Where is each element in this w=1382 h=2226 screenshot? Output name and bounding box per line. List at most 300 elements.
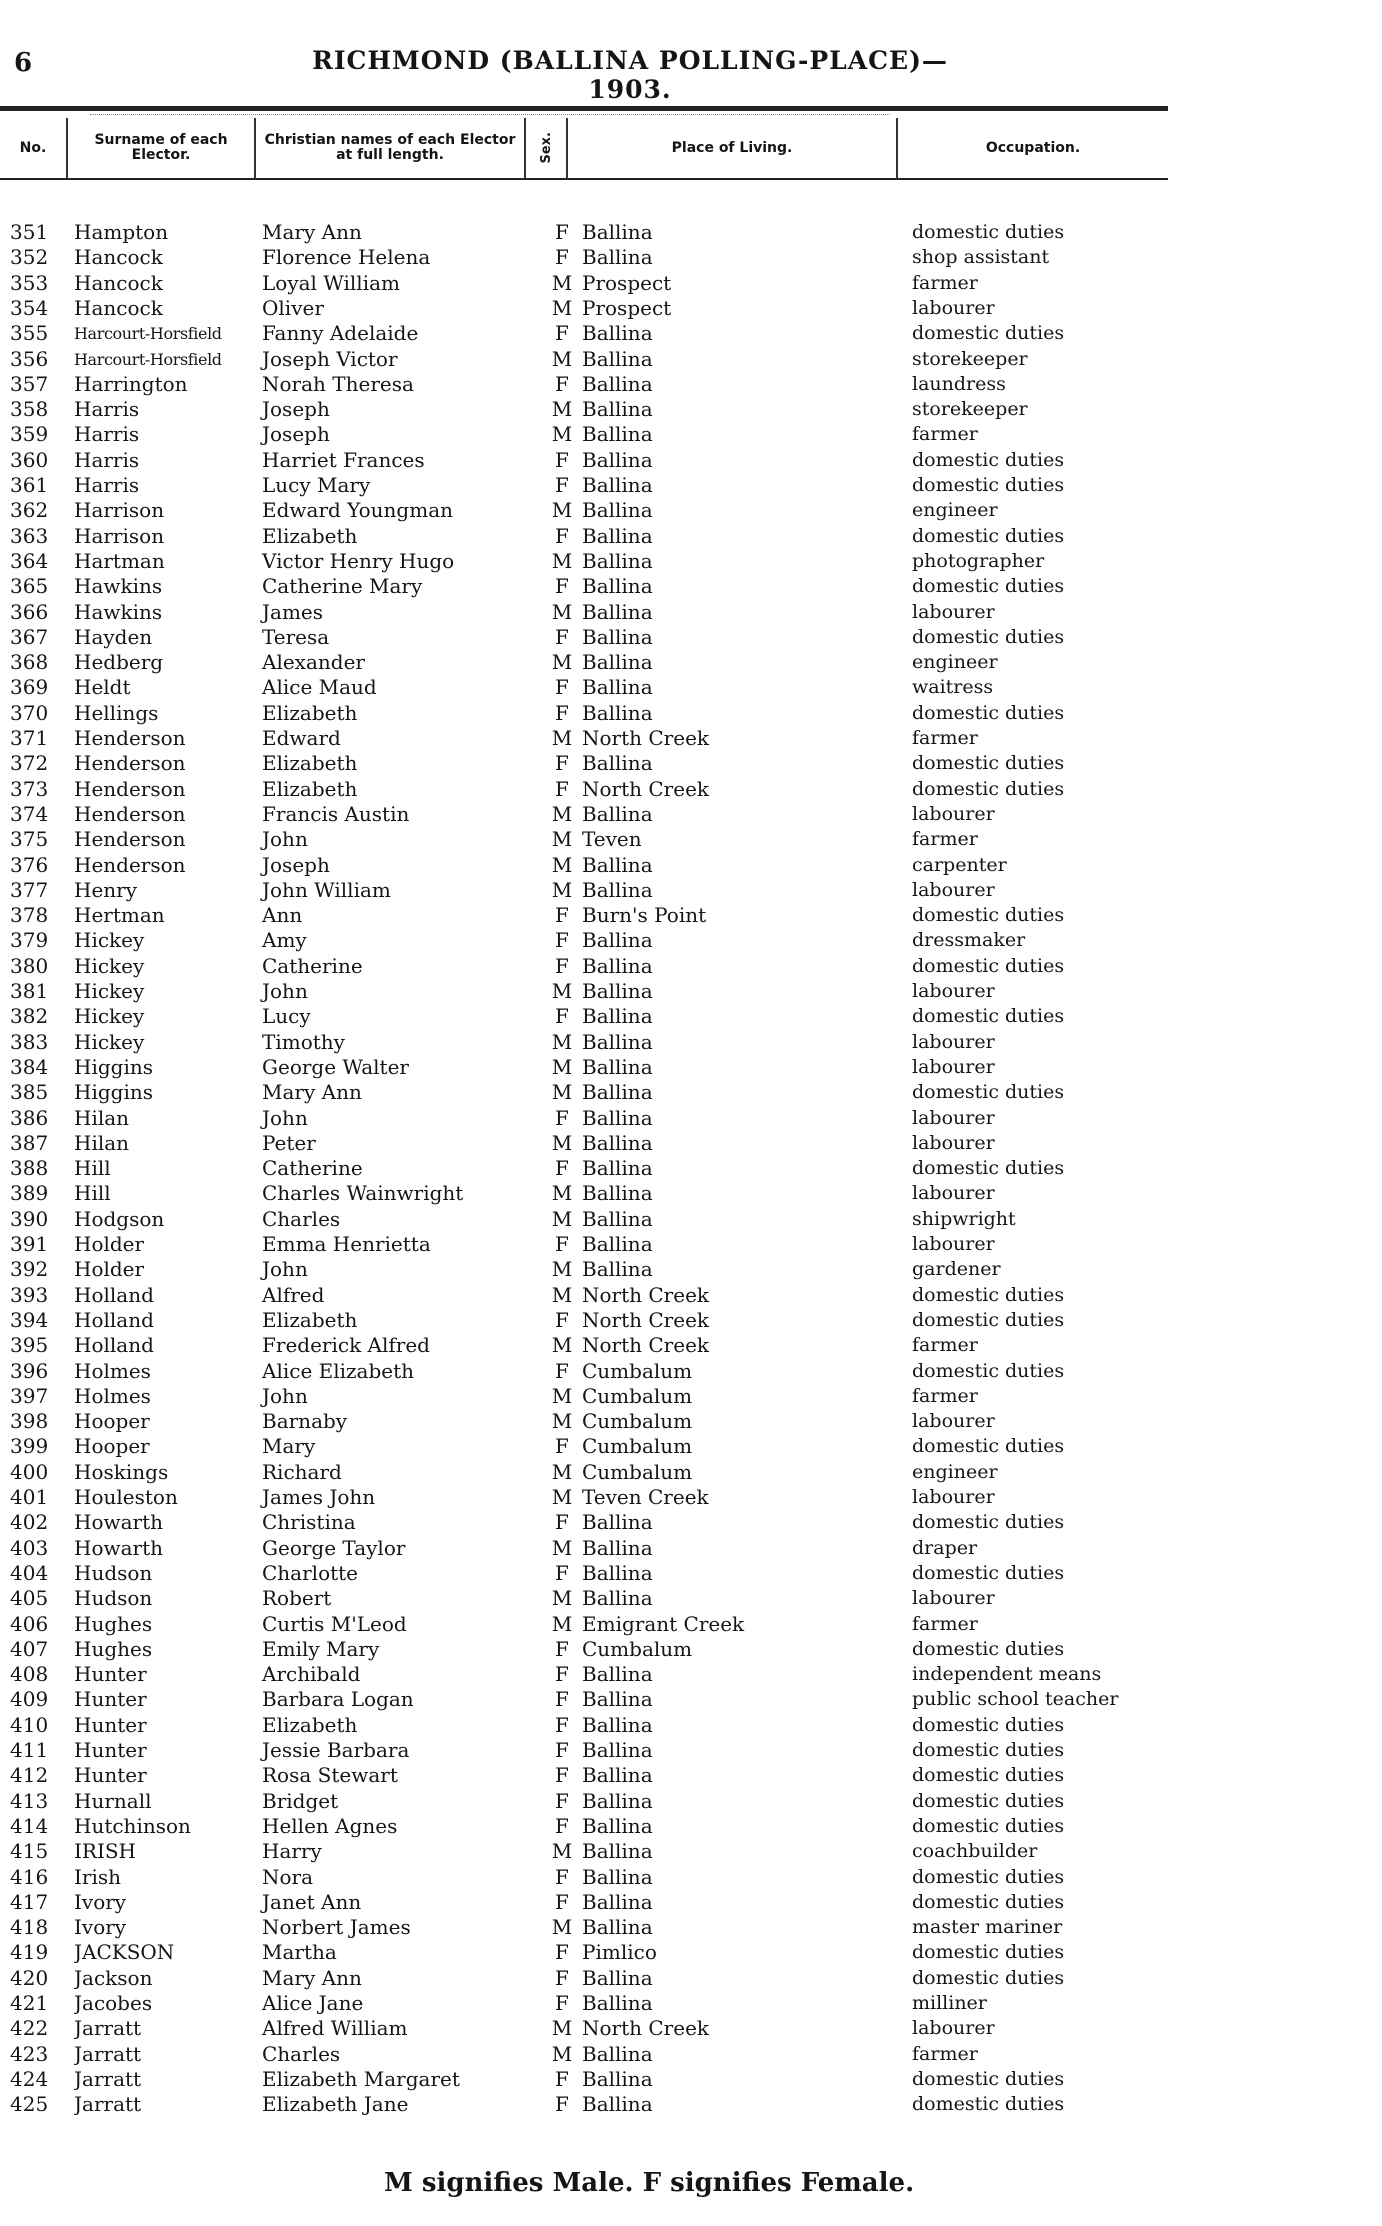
elector-sex: M — [551, 1485, 573, 1509]
elector-occupation: farmer — [912, 1612, 978, 1635]
elector-sex: F — [555, 1738, 569, 1762]
elector-christian-names: Joseph — [262, 422, 330, 447]
elector-place-of-living: Ballina — [582, 346, 653, 371]
elector-place-of-living: Ballina — [582, 1864, 653, 1889]
elector-occupation: domestic duties — [912, 474, 1065, 496]
elector-place-of-living: Pimlico — [582, 1940, 657, 1965]
elector-surname: Harris — [74, 447, 140, 472]
elector-number: 406 — [10, 1611, 49, 1636]
elector-number: 366 — [10, 599, 49, 624]
elector-christian-names: Elizabeth — [262, 751, 358, 776]
table-row — [0, 1814, 1382, 1839]
elector-number: 414 — [10, 1813, 49, 1838]
elector-surname: Heldt — [74, 675, 131, 700]
table-row — [0, 1333, 1382, 1358]
elector-christian-names: Alfred — [262, 1282, 325, 1307]
elector-number: 402 — [10, 1510, 49, 1535]
elector-surname: Hill — [74, 1156, 111, 1181]
elector-place-of-living: Ballina — [582, 1232, 653, 1256]
elector-surname: Hutchinson — [74, 1813, 191, 1838]
table-row — [0, 2092, 1382, 2117]
elector-number: 365 — [10, 574, 49, 599]
elector-sex: M — [551, 1130, 573, 1155]
elector-occupation: engineer — [912, 1460, 998, 1483]
elector-place-of-living: Ballina — [582, 1687, 653, 1712]
elector-sex: M — [551, 1611, 573, 1636]
table-row — [0, 1207, 1382, 1232]
elector-occupation: domestic duties — [912, 1814, 1065, 1837]
column-header-sex — [524, 118, 566, 178]
elector-place-of-living: Teven Creek — [582, 1485, 709, 1509]
elector-number: 397 — [10, 1383, 49, 1408]
elector-sex: M — [551, 1029, 573, 1054]
elector-occupation: domestic duties — [912, 2067, 1065, 2090]
elector-surname: Hedberg — [74, 650, 164, 675]
elector-christian-names: John — [262, 1383, 308, 1408]
elector-sex: F — [555, 1434, 569, 1459]
header-dotted-rule — [90, 114, 890, 115]
elector-surname: Harcourt-Horsfield — [74, 349, 222, 369]
elector-number: 384 — [10, 1054, 49, 1079]
elector-number: 386 — [10, 1105, 49, 1130]
elector-sex: M — [551, 1257, 573, 1282]
elector-christian-names: Harry — [262, 1839, 322, 1864]
elector-surname: Hunter — [74, 1687, 147, 1712]
elector-surname: Hudson — [74, 1586, 153, 1611]
elector-number: 360 — [10, 447, 49, 472]
elector-sex: M — [551, 548, 573, 573]
elector-occupation: domestic duties — [912, 1435, 1065, 1458]
elector-sex: M — [551, 1054, 573, 1079]
elector-place-of-living: Ballina — [582, 1029, 653, 1054]
elector-christian-names: Charles — [262, 1206, 341, 1231]
elector-number: 358 — [10, 397, 49, 422]
elector-surname: Harcourt-Horsfield — [74, 324, 222, 344]
elector-number: 389 — [10, 1181, 49, 1206]
elector-christian-names: James John — [262, 1485, 376, 1509]
elector-number: 422 — [10, 2016, 49, 2041]
elector-surname: Hickey — [74, 953, 145, 978]
elector-occupation: carpenter — [912, 853, 1007, 876]
table-row — [0, 1434, 1382, 1459]
column-header-surname: Surname of each Elector. — [66, 118, 254, 178]
elector-number: 423 — [10, 2041, 49, 2066]
table-row — [0, 1004, 1382, 1029]
elector-sex: M — [551, 397, 573, 422]
elector-christian-names: Hellen Agnes — [262, 1813, 398, 1838]
elector-occupation: domestic duties — [912, 1359, 1065, 1382]
elector-number: 374 — [10, 801, 49, 826]
elector-occupation: domestic duties — [912, 701, 1065, 724]
table-row — [0, 1839, 1382, 1864]
elector-christian-names: Florence Helena — [262, 245, 431, 270]
elector-occupation: domestic duties — [912, 1789, 1065, 1812]
elector-occupation: farmer — [912, 271, 978, 294]
elector-surname: Hunter — [74, 1763, 147, 1788]
elector-christian-names: Barbara Logan — [262, 1687, 414, 1712]
elector-surname: Hilan — [74, 1105, 130, 1130]
elector-christian-names: Frederick Alfred — [262, 1333, 430, 1358]
elector-occupation: domestic duties — [912, 1637, 1065, 1660]
table-row — [0, 1232, 1382, 1257]
elector-surname: Holder — [74, 1257, 145, 1282]
elector-christian-names: Archibald — [262, 1662, 361, 1687]
elector-sex: M — [551, 498, 573, 523]
elector-number: 354 — [10, 295, 49, 320]
elector-occupation: domestic duties — [912, 322, 1065, 345]
elector-occupation: engineer — [912, 499, 998, 522]
elector-place-of-living: Cumbalum — [582, 1459, 693, 1484]
header-bottom-rule — [0, 178, 1168, 180]
elector-place-of-living: North Creek — [582, 2016, 710, 2041]
elector-occupation: labourer — [912, 802, 995, 825]
table-row — [0, 751, 1382, 776]
elector-place-of-living: Ballina — [582, 1105, 653, 1130]
elector-number: 377 — [10, 877, 49, 902]
elector-sex: M — [551, 650, 573, 675]
elector-number: 388 — [10, 1156, 49, 1181]
elector-occupation: storekeeper — [912, 398, 1028, 421]
elector-occupation: domestic duties — [912, 1764, 1065, 1787]
elector-number: 417 — [10, 1889, 49, 1914]
elector-sex: F — [555, 2066, 569, 2091]
elector-surname: Henry — [74, 877, 138, 902]
elector-place-of-living: North Creek — [582, 726, 710, 750]
elector-number: 404 — [10, 1560, 49, 1585]
elector-christian-names: Nora — [262, 1864, 314, 1889]
elector-place-of-living: Ballina — [582, 1839, 653, 1864]
elector-surname: Henderson — [74, 751, 186, 776]
elector-place-of-living: North Creek — [582, 1307, 710, 1332]
elector-christian-names: Emily Mary — [262, 1636, 380, 1661]
table-row — [0, 1359, 1382, 1384]
elector-surname: Hawkins — [74, 599, 163, 624]
table-row — [0, 1586, 1382, 1611]
elector-number: 371 — [10, 726, 49, 750]
elector-place-of-living: Ballina — [582, 1510, 653, 1535]
elector-place-of-living: Ballina — [582, 473, 653, 497]
elector-christian-names: Ann — [262, 903, 303, 928]
elector-surname: Hawkins — [74, 574, 163, 599]
elector-surname: Jacobes — [74, 1991, 153, 2015]
elector-surname: Howarth — [74, 1535, 164, 1560]
table-row — [0, 701, 1382, 726]
elector-occupation: shop assistant — [912, 246, 1050, 269]
elector-surname: Jarratt — [74, 2016, 142, 2041]
elector-christian-names: Mary Ann — [262, 1080, 362, 1105]
elector-christian-names: Jessie Barbara — [262, 1738, 410, 1762]
table-row — [0, 1687, 1382, 1712]
table-row — [0, 726, 1382, 751]
table-row — [0, 2016, 1382, 2041]
elector-number: 396 — [10, 1358, 49, 1383]
elector-sex: M — [551, 1383, 573, 1408]
table-row — [0, 979, 1382, 1004]
elector-occupation: labourer — [912, 1055, 995, 1078]
elector-place-of-living: Ballina — [582, 1738, 653, 1762]
elector-occupation: labourer — [912, 878, 995, 901]
elector-number: 355 — [10, 321, 49, 346]
elector-number: 381 — [10, 979, 49, 1003]
elector-christian-names: Richard — [262, 1459, 342, 1484]
table-row — [0, 1915, 1382, 1940]
elector-christian-names: Christina — [262, 1510, 356, 1535]
elector-christian-names: Barnaby — [262, 1409, 348, 1434]
elector-number: 378 — [10, 903, 49, 928]
elector-christian-names: Alfred William — [262, 2016, 408, 2041]
elector-occupation: labourer — [912, 2017, 995, 2040]
elector-sex: F — [555, 903, 569, 928]
elector-place-of-living: Ballina — [582, 928, 653, 953]
elector-sex: F — [555, 675, 569, 700]
elector-sex: F — [555, 1813, 569, 1838]
elector-place-of-living: Emigrant Creek — [582, 1611, 745, 1636]
elector-christian-names: Elizabeth — [262, 523, 358, 548]
elector-occupation: master mariner — [912, 1916, 1063, 1939]
elector-place-of-living: Ballina — [582, 1712, 653, 1737]
elector-christian-names: Norah Theresa — [262, 371, 414, 396]
elector-occupation: domestic duties — [912, 1739, 1065, 1761]
elector-number: 390 — [10, 1206, 49, 1231]
table-row — [0, 1510, 1382, 1535]
elector-christian-names: Elizabeth — [262, 700, 358, 725]
elector-place-of-living: Ballina — [582, 574, 653, 599]
table-row — [0, 1156, 1382, 1181]
elector-number: 357 — [10, 371, 49, 396]
elector-christian-names: Norbert James — [262, 1915, 411, 1940]
elector-sex: F — [555, 1636, 569, 1661]
elector-sex: F — [555, 1889, 569, 1914]
elector-occupation: laundress — [912, 372, 1006, 395]
elector-sex: F — [555, 751, 569, 776]
elector-sex: F — [555, 574, 569, 599]
elector-surname: Harrison — [74, 523, 165, 548]
table-row — [0, 1966, 1382, 1991]
elector-place-of-living: Ballina — [582, 979, 653, 1003]
elector-occupation: gardener — [912, 1258, 1001, 1281]
elector-place-of-living: Ballina — [582, 1080, 653, 1105]
elector-occupation: labourer — [912, 296, 995, 319]
elector-surname: Jarratt — [74, 2066, 142, 2091]
elector-sex: F — [555, 321, 569, 346]
table-row — [0, 1485, 1382, 1510]
elector-surname: Hilan — [74, 1130, 130, 1155]
elector-christian-names: Timothy — [262, 1029, 345, 1054]
elector-christian-names: Victor Henry Hugo — [262, 548, 455, 573]
elector-surname: Houleston — [74, 1485, 178, 1509]
elector-place-of-living: Ballina — [582, 852, 653, 877]
elector-place-of-living: Ballina — [582, 1257, 653, 1282]
table-row — [0, 498, 1382, 523]
elector-number: 425 — [10, 2092, 49, 2117]
elector-place-of-living: Ballina — [582, 1915, 653, 1940]
table-row — [0, 878, 1382, 903]
elector-christian-names: Alice Jane — [262, 1991, 364, 2015]
elector-surname: Hunter — [74, 1738, 147, 1762]
elector-place-of-living: Ballina — [582, 220, 653, 244]
elector-sex: F — [555, 1510, 569, 1535]
table-row — [0, 777, 1382, 802]
elector-sex: F — [555, 928, 569, 953]
table-row — [0, 1940, 1382, 1965]
elector-christian-names: John — [262, 1105, 308, 1130]
elector-place-of-living: Ballina — [582, 1535, 653, 1560]
elector-christian-names: Joseph — [262, 852, 330, 877]
table-row — [0, 549, 1382, 574]
elector-surname: Jarratt — [74, 2041, 142, 2066]
elector-christian-names: Elizabeth — [262, 1307, 358, 1332]
table-row — [0, 1865, 1382, 1890]
elector-place-of-living: Ballina — [582, 523, 653, 548]
elector-surname: Harrington — [74, 371, 188, 396]
elector-number: 393 — [10, 1282, 49, 1307]
table-row — [0, 650, 1382, 675]
elector-place-of-living: Ballina — [582, 1965, 653, 1990]
elector-occupation: domestic duties — [912, 752, 1065, 775]
elector-sex: M — [551, 852, 573, 877]
elector-christian-names: John — [262, 1257, 308, 1282]
table-row — [0, 245, 1382, 270]
elector-christian-names: Elizabeth Jane — [262, 2092, 409, 2117]
table-row — [0, 1662, 1382, 1687]
elector-surname: Ivory — [74, 1915, 127, 1940]
elector-christian-names: Edward — [262, 726, 341, 750]
elector-number: 399 — [10, 1434, 49, 1459]
table-row — [0, 802, 1382, 827]
elector-number: 403 — [10, 1535, 49, 1560]
table-row — [0, 1080, 1382, 1105]
elector-number: 413 — [10, 1788, 49, 1813]
elector-number: 364 — [10, 548, 49, 573]
elector-christian-names: Fanny Adelaide — [262, 321, 419, 346]
elector-place-of-living: North Creek — [582, 776, 710, 801]
table-row — [0, 296, 1382, 321]
elector-number: 383 — [10, 1029, 49, 1054]
elector-occupation: domestic duties — [912, 1283, 1065, 1306]
elector-sex: M — [551, 1282, 573, 1307]
elector-surname: Hughes — [74, 1636, 153, 1661]
elector-sex: F — [555, 447, 569, 472]
table-row — [0, 1384, 1382, 1409]
elector-sex: F — [555, 1307, 569, 1332]
elector-number: 368 — [10, 650, 49, 675]
table-row — [0, 1283, 1382, 1308]
elector-christian-names: George Taylor — [262, 1535, 406, 1560]
elector-surname: Holland — [74, 1333, 154, 1358]
elector-place-of-living: Prospect — [582, 295, 672, 320]
table-row — [0, 220, 1382, 245]
elector-place-of-living: Ballina — [582, 1004, 653, 1029]
elector-place-of-living: North Creek — [582, 1282, 710, 1307]
elector-place-of-living: Cumbalum — [582, 1434, 693, 1459]
elector-occupation: milliner — [912, 1992, 987, 2014]
elector-christian-names: Catherine Mary — [262, 574, 423, 599]
elector-christian-names: Charles — [262, 2041, 341, 2066]
elector-occupation: domestic duties — [912, 625, 1065, 648]
table-row — [0, 422, 1382, 447]
elector-occupation: domestic duties — [912, 448, 1065, 471]
elector-occupation: independent means — [912, 1663, 1102, 1686]
elector-occupation: domestic duties — [912, 904, 1065, 927]
elector-surname: Harris — [74, 397, 140, 422]
elector-sex: F — [555, 1560, 569, 1585]
elector-number: 387 — [10, 1130, 49, 1155]
elector-number: 382 — [10, 1004, 49, 1029]
column-header-sex-label: Sex. — [538, 132, 554, 164]
elector-number: 372 — [10, 751, 49, 776]
elector-christian-names: Charlotte — [262, 1560, 359, 1585]
elector-occupation: domestic duties — [912, 2093, 1065, 2116]
elector-sex: M — [551, 1333, 573, 1358]
elector-number: 361 — [10, 473, 49, 497]
elector-number: 412 — [10, 1763, 49, 1788]
elector-occupation: labourer — [912, 600, 995, 623]
table-row — [0, 1131, 1382, 1156]
elector-place-of-living: Cumbalum — [582, 1409, 693, 1434]
elector-sex: F — [555, 1940, 569, 1965]
elector-place-of-living: Ballina — [582, 599, 653, 624]
elector-occupation: dressmaker — [912, 929, 1026, 952]
elector-place-of-living: Ballina — [582, 877, 653, 902]
elector-occupation: domestic duties — [912, 1561, 1065, 1584]
elector-place-of-living: Ballina — [582, 447, 653, 472]
table-row — [0, 1055, 1382, 1080]
elector-sex: F — [555, 1662, 569, 1687]
elector-sex: M — [551, 877, 573, 902]
elector-place-of-living: Ballina — [582, 397, 653, 422]
elector-sex: F — [555, 371, 569, 396]
elector-occupation: draper — [912, 1536, 978, 1559]
elector-sex: F — [555, 624, 569, 649]
elector-number: 409 — [10, 1687, 49, 1712]
elector-number: 398 — [10, 1409, 49, 1434]
elector-occupation: farmer — [912, 727, 978, 749]
elector-sex: F — [555, 1788, 569, 1813]
table-row — [0, 524, 1382, 549]
table-row — [0, 347, 1382, 372]
elector-number: 359 — [10, 422, 49, 447]
table-row — [0, 1257, 1382, 1282]
elector-place-of-living: Ballina — [582, 1586, 653, 1611]
elector-sex: M — [551, 2041, 573, 2066]
table-row — [0, 448, 1382, 473]
table-row — [0, 1763, 1382, 1788]
elector-number: 363 — [10, 523, 49, 548]
elector-sex: M — [551, 1206, 573, 1231]
elector-christian-names: Loyal William — [262, 270, 400, 295]
elector-place-of-living: Ballina — [582, 548, 653, 573]
elector-surname: Higgins — [74, 1054, 153, 1079]
elector-surname: Hill — [74, 1181, 111, 1206]
elector-surname: Hayden — [74, 624, 153, 649]
elector-occupation: domestic duties — [912, 1005, 1065, 1028]
elector-christian-names: Joseph — [262, 397, 330, 422]
elector-surname: Hoskings — [74, 1459, 169, 1484]
elector-occupation: domestic duties — [912, 221, 1065, 243]
elector-sex: F — [555, 1763, 569, 1788]
table-row — [0, 1030, 1382, 1055]
elector-number: 418 — [10, 1915, 49, 1940]
elector-surname: Hancock — [74, 270, 163, 295]
elector-occupation: labourer — [912, 1182, 995, 1205]
elector-sex: M — [551, 295, 573, 320]
elector-place-of-living: Prospect — [582, 270, 672, 295]
elector-place-of-living: Ballina — [582, 1560, 653, 1585]
elector-occupation: public school teacher — [912, 1688, 1119, 1711]
elector-christian-names: Lucy Mary — [262, 473, 371, 497]
elector-surname: Hurnall — [74, 1788, 152, 1813]
table-row — [0, 903, 1382, 928]
